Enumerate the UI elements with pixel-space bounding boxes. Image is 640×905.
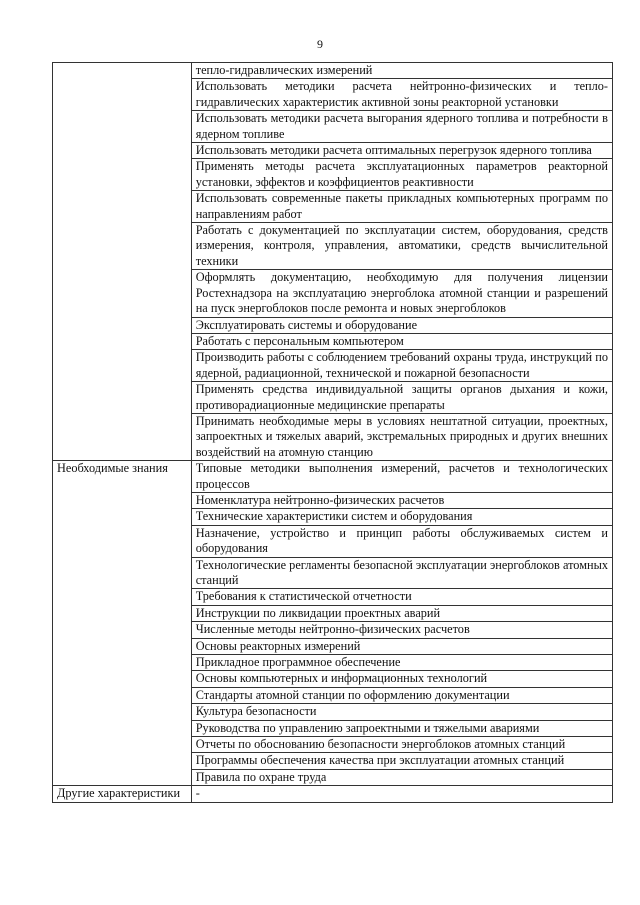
item-cell: - (191, 786, 612, 802)
item-cell: Эксплуатировать системы и оборудование (191, 317, 612, 333)
item-cell: Технические характеристики систем и оборудования (191, 509, 612, 525)
item-cell: Прикладное программное обеспечение (191, 655, 612, 671)
knowledge-row (53, 461, 613, 493)
item-cell: Инструкции по ликвидации проектных аварий (191, 605, 612, 621)
section-label-cell (53, 63, 192, 461)
item-cell: Типовые методики выполнения измерений, расчетов и технологических процессов (191, 461, 612, 493)
item-cell: Численные методы нейтронно-физических расчетов (191, 622, 612, 638)
item-cell: Технологические регламенты безопасной эксплуатации энергоблоков атомных станций (191, 557, 612, 589)
item-cell: Назначение, устройство и принцип работы обслуживаемых систем и оборудования (191, 525, 612, 557)
item-cell: Использовать методики расчета оптимальных перегрузок ядерного топлива (191, 143, 612, 159)
item-cell: Отчеты по обоснованию безопасности энергоблоков атомных станций (191, 737, 612, 753)
item-cell: Руководства по управлению запроектными и тяжелыми авариями (191, 720, 612, 736)
item-cell: Применять средства индивидуальной защиты органов дыхания и кожи, противорадиационные медицинские препараты (191, 382, 612, 414)
item-cell: Правила по охране труда (191, 769, 612, 785)
item-cell: Номенклатура нейтронно-физических расчетов (191, 492, 612, 508)
other-characteristics-row (53, 786, 613, 802)
item-cell: Основы компьютерных и информационных технологий (191, 671, 612, 687)
item-cell: Использовать методики расчета нейтронно-физических и тепло-гидравлических характеристик активной зоны реакторной установки (191, 79, 612, 111)
item-cell: Программы обеспечения качества при эксплуатации атомных станций (191, 753, 612, 769)
item-cell: Принимать необходимые меры в условиях нештатной ситуации, проектных, запроектных и тяжелых аварий, экстремальных природных и других внешних воздействий на атомную станцию (191, 413, 612, 460)
item-cell: Применять методы расчета эксплуатационных параметров реакторной установки, эффектов и коэффициентов реактивности (191, 159, 612, 191)
item-cell: Использовать современные пакеты прикладных компьютерных программ по направлениям работ (191, 191, 612, 223)
item-cell: тепло-гидравлических измерений (191, 63, 612, 79)
item-cell: Культура безопасности (191, 704, 612, 720)
skill-row (53, 63, 613, 79)
page-number: 9 (317, 37, 323, 51)
item-cell: Работать с персональным компьютером (191, 333, 612, 349)
item-cell: Работать с документацией по эксплуатации систем, оборудования, средств измерения, контроля, управления, автоматики, средств вычислительной техники (191, 223, 612, 270)
section-label-cell: Необходимые знания (53, 461, 192, 786)
item-cell: Производить работы с соблюдением требований охраны труда, инструкций по ядерной, радиационной, технической и пожарной безопасности (191, 350, 612, 382)
item-cell: Использовать методики расчета выгорания ядерного топлива и потребности в ядерном топливе (191, 111, 612, 143)
section-label-cell: Другие характеристики (53, 786, 192, 802)
item-cell: Требования к статистической отчетности (191, 589, 612, 605)
item-cell: Стандарты атомной станции по оформлению документации (191, 687, 612, 703)
qualification-table (52, 62, 613, 803)
item-cell: Оформлять документацию, необходимую для получения лицензии Ростехнадзора на эксплуатацию энергоблока атомной станции и разрешений на пуск энергоблоков после ремонта и новых энергоблоков (191, 270, 612, 317)
item-cell: Основы реакторных измерений (191, 638, 612, 654)
